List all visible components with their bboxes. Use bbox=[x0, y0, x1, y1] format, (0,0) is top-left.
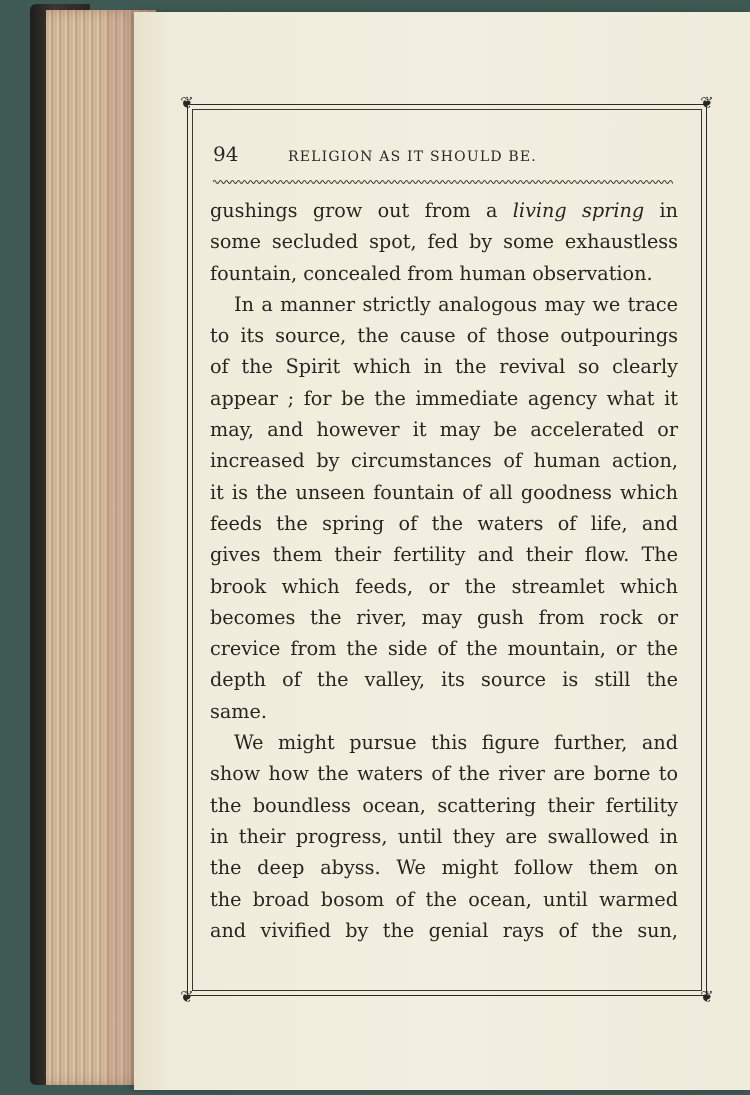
running-head: RELIGION AS IT SHOULD BE. bbox=[288, 149, 537, 165]
text-line: feeds the spring of the waters of life, and bbox=[210, 511, 678, 535]
text-line: the broad bosom of the ocean, until warmed bbox=[210, 887, 678, 911]
text-line: it is the unseen fountain of all goodness which bbox=[210, 480, 678, 504]
text-line: increased by circumstances of human action, bbox=[210, 449, 678, 473]
text-line: becomes the river, may gush from rock or bbox=[210, 605, 678, 629]
text-line: gives them their fertility and their flow. The bbox=[210, 543, 678, 567]
text-line: same. bbox=[210, 699, 267, 723]
text-line: the deep abyss. We might follow them on bbox=[210, 856, 678, 880]
page-header bbox=[213, 142, 673, 174]
text-line: brook which feeds, or the streamlet which bbox=[210, 574, 678, 598]
text-line: may, and however it may be accelerated or bbox=[210, 418, 678, 442]
text-line: crevice from the side of the mountain, or the bbox=[210, 637, 678, 661]
text-line: show how the waters of the river are borne to bbox=[210, 762, 678, 786]
text-line: of the Spirit which in the revival so clearly bbox=[210, 355, 678, 379]
page-number: 94 bbox=[213, 142, 239, 166]
text-line: in their progress, until they are swallowed in bbox=[210, 824, 678, 848]
fleuron-icon: ❦ bbox=[180, 987, 194, 1006]
text-line: depth of the valley, its source is still the bbox=[210, 668, 678, 692]
italic-phrase: living spring bbox=[512, 199, 645, 222]
text-line: appear ; for be the immediate agency what it bbox=[210, 386, 678, 410]
text-line: fountain, concealed from human observation. bbox=[210, 261, 653, 285]
fleuron-icon: ❦ bbox=[700, 987, 714, 1006]
body-text bbox=[210, 195, 678, 946]
header-wavy-rule bbox=[213, 178, 673, 186]
fleuron-icon: ❦ bbox=[700, 93, 714, 112]
text-line: gushings grow out from a living spring in bbox=[210, 199, 678, 222]
text-line: to its source, the cause of those outpourings bbox=[210, 324, 678, 348]
text-line: some secluded spot, fed by some exhaustless bbox=[210, 230, 678, 254]
paragraph-start-line: In a manner strictly analogous may we trace bbox=[234, 292, 678, 316]
text-line: the boundless ocean, scattering their fertility bbox=[210, 793, 678, 817]
fleuron-icon: ❦ bbox=[180, 93, 194, 112]
text-line: and vivified by the genial rays of the sun, bbox=[210, 918, 678, 942]
paragraph-start-line: We might pursue this figure further, and bbox=[234, 731, 678, 755]
